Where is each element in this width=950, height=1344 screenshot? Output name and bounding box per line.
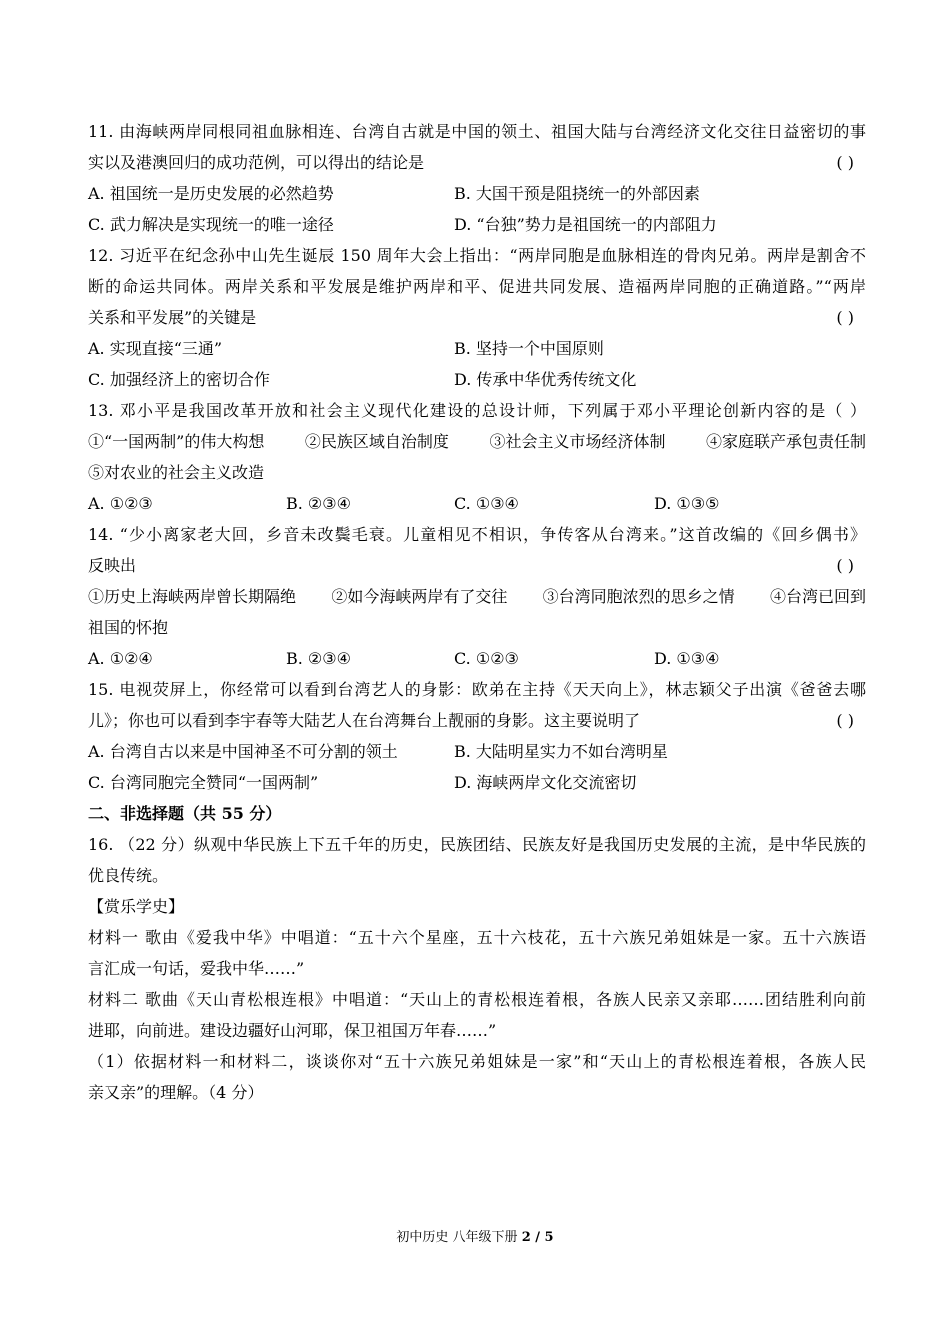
material-2-line1: 材料二 歌曲《天山青松根连根》中唱道：“天山上的青松根连着根，各族人民亲又亲耶……团结胜利向前 — [88, 990, 866, 1009]
q16-stem-line1: 16. （22 分）纵观中华民族上下五千年的历史，民族团结、民族友好是我国历史发展的主流，是中华民族的 — [88, 835, 866, 854]
q14-stem-line1: 14. “少小离家老大回，乡音未改鬓毛衰。儿童相见不相识，争传客从台湾来。”这首改编的《回乡偶书》 — [88, 525, 866, 544]
material-1-line1: 材料一 歌由《爱我中华》中唱道：“五十六个星座，五十六枝花，五十六族兄弟姐妹是一家。五十六族语 — [88, 928, 866, 947]
q14-items-line — [88, 581, 866, 612]
q14-stem-text: 反映出 — [88, 556, 137, 575]
q15-option-b: B. 大陆明星实力不如台湾明星 — [454, 742, 668, 761]
q14-option-d: D. ①③④ — [654, 649, 720, 668]
q15-stem-line2 — [88, 705, 866, 736]
q14-item-2: ②如今海峡两岸有了交往 — [331, 587, 508, 606]
q16-sub-heading: 【赏乐学史】 — [88, 897, 185, 916]
q11-options-row1 — [88, 178, 866, 209]
q15-options-row2 — [88, 767, 866, 798]
q11-option-a: A. 祖国统一是历史发展的必然趋势 — [88, 184, 334, 203]
q14-option-a: A. ①②④ — [88, 649, 153, 668]
q14-answer-paren: ( ) — [836, 556, 854, 575]
q13-option-d: D. ①③⑤ — [654, 494, 720, 513]
q12-options-row1 — [88, 333, 866, 364]
q13-options-row — [88, 488, 866, 519]
footer-page-number: 2 / 5 — [521, 1230, 554, 1245]
exam-content — [88, 116, 866, 1108]
q14-item-4-cont: 祖国的怀抱 — [88, 618, 169, 637]
q13-item-1: ①“一国两制”的伟大构想 — [88, 432, 265, 451]
q14-item-3: ③台湾同胞浓烈的思乡之情 — [542, 587, 735, 606]
section-heading: 二、非选择题（共 55 分） — [88, 804, 282, 823]
q16-stem-line2: 优良传统。 — [88, 866, 169, 885]
q11-option-c: C. 武力解决是实现统一的唯一途径 — [88, 215, 334, 234]
q14-item-4: ④台湾已回到 — [769, 587, 866, 606]
q14-option-b: B. ②③④ — [286, 649, 351, 668]
q12-option-d: D. 传承中华优秀传统文化 — [454, 370, 637, 389]
q12-option-c: C. 加强经济上的密切合作 — [88, 370, 270, 389]
q15-option-a: A. 台湾自古以来是中国神圣不可分割的领土 — [88, 742, 398, 761]
q16-part1-line1: （1）依据材料一和材料二，谈谈你对“五十六族兄弟姐妹是一家”和“天山上的青松根连着根，各族人民 — [88, 1052, 866, 1071]
q13-item-3: ③社会主义市场经济体制 — [489, 432, 666, 451]
q13-stem-line1: 13. 邓小平是我国改革开放和社会主义现代化建设的总设计师，下列属于邓小平理论创新内容的是（ ） — [88, 401, 866, 420]
q16-part1-line2: 亲又亲”的理解。（4 分） — [88, 1083, 264, 1102]
q11-options-row2 — [88, 209, 866, 240]
q11-answer-paren: ( ) — [836, 153, 854, 172]
footer-subject: 初中历史 八年级下册 — [396, 1230, 522, 1245]
q13-item-5: ⑤对农业的社会主义改造 — [88, 463, 265, 482]
q13-item-2: ②民族区域自治制度 — [304, 432, 449, 451]
q15-options-row1 — [88, 736, 866, 767]
q11-option-b: B. 大国干预是阻挠统一的外部因素 — [454, 184, 700, 203]
material-2-line2: 进耶，向前进。建设边疆好山河耶，保卫祖国万年春……” — [88, 1021, 497, 1040]
q15-stem-line1: 15. 电视荧屏上，你经常可以看到台湾艺人的身影：欧弟在主持《天天向上》，林志颖父子出演《爸爸去哪 — [88, 680, 866, 699]
q11-stem-line2 — [88, 147, 866, 178]
q11-option-d: D. “台独”势力是祖国统一的内部阻力 — [454, 215, 717, 234]
q13-option-a: A. ①②③ — [88, 494, 153, 513]
q13-option-b: B. ②③④ — [286, 494, 351, 513]
q12-option-b: B. 坚持一个中国原则 — [454, 339, 604, 358]
q11-stem-text: 实以及港澳回归的成功范例，可以得出的结论是 — [88, 153, 425, 172]
q11-stem-line1: 11. 由海峡两岸同根同祖血脉相连、台湾自古就是中国的领土、祖国大陆与台湾经济文化交往日益密切的事 — [88, 122, 866, 141]
q14-stem-line2 — [88, 550, 866, 581]
q13-item-4: ④家庭联产承包责任制 — [706, 432, 867, 451]
q12-stem-line2: 断的命运共同体。两岸关系和平发展是维护两岸和平、促进共同发展、造福两岸同胞的正确道路。”“两岸 — [88, 277, 866, 296]
page-footer — [0, 1226, 950, 1245]
q14-option-c: C. ①②③ — [454, 649, 519, 668]
q15-answer-paren: ( ) — [836, 711, 854, 730]
q15-option-c: C. 台湾同胞完全赞同“一国两制” — [88, 773, 319, 792]
q12-stem-line1: 12. 习近平在纪念孙中山先生诞辰 150 周年大会上指出：“两岸同胞是血脉相连的骨肉兄弟。两岸是割舍不 — [88, 246, 866, 265]
q15-stem-text: 儿》；你也可以看到李宇春等大陆艺人在台湾舞台上靓丽的身影。这主要说明了 — [88, 711, 641, 730]
q12-stem-text: 关系和平发展”的关键是 — [88, 308, 257, 327]
q12-stem-line3 — [88, 302, 866, 333]
material-1-line2: 言汇成一句话，爱我中华……” — [88, 959, 305, 978]
q13-items-line — [88, 426, 866, 457]
q12-answer-paren: ( ) — [836, 308, 854, 327]
q12-option-a: A. 实现直接“三通” — [88, 339, 223, 358]
q12-options-row2 — [88, 364, 866, 395]
q13-option-c: C. ①③④ — [454, 494, 519, 513]
q15-option-d: D. 海峡两岸文化交流密切 — [454, 773, 637, 792]
q14-options-row — [88, 643, 866, 674]
q14-item-1: ①历史上海峡两岸曾长期隔绝 — [88, 587, 297, 606]
